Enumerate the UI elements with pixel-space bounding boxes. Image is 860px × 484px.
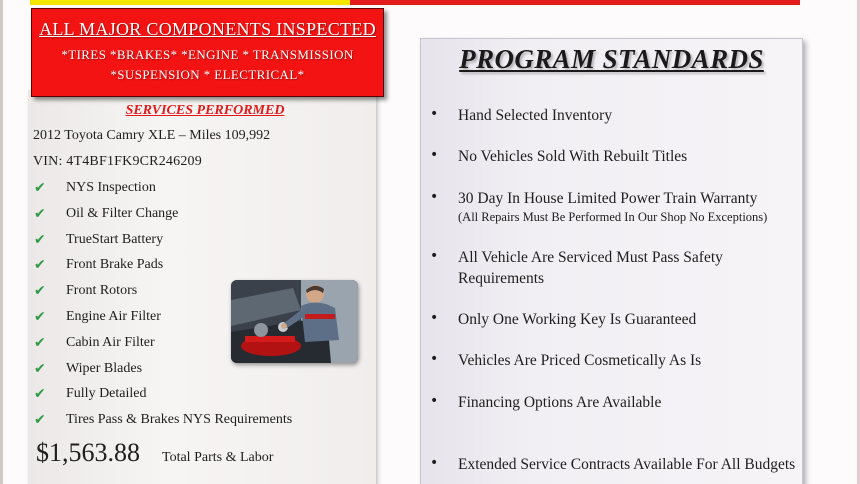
service-item — [33, 412, 333, 438]
check-icon: ✔ — [34, 334, 46, 351]
service-item-label: Oil & Filter Change — [66, 205, 179, 221]
standard-item: Vehicles Are Priced Cosmetically As Is — [458, 352, 702, 369]
service-item-label: Cabin Air Filter — [66, 334, 155, 350]
check-icon: ✔ — [34, 386, 46, 403]
mechanic-engine-photo — [231, 280, 358, 363]
mechanic-photo-illustration — [231, 280, 358, 363]
service-item-label: Tires Pass & Brakes NYS Requirements — [66, 412, 293, 428]
service-item-label: Front Rotors — [66, 283, 138, 299]
banner-components-line-2: *SUSPENSION * ELECTRICAL* — [110, 67, 305, 82]
service-item — [33, 386, 333, 412]
standard-item: Hand Selected Inventory — [458, 107, 613, 124]
check-icon: ✔ — [34, 180, 46, 196]
bullet-icon: • — [430, 106, 439, 122]
service-item-label: TrueStart Battery — [66, 231, 164, 247]
total-price-caption: Total Parts & Labor — [162, 450, 274, 465]
total-price: $1,563.88 — [36, 438, 140, 467]
standard-item-note: (All Repairs Must Be Performed In Our Shop No Exceptions) — [458, 210, 768, 224]
top-accent-bar-yellow — [30, 0, 350, 5]
service-item-label: Fully Detailed — [66, 386, 147, 402]
bullet-icon: • — [430, 310, 439, 326]
service-item — [33, 232, 333, 258]
check-icon: ✔ — [34, 205, 46, 222]
service-item — [33, 206, 333, 232]
check-icon: ✔ — [34, 257, 46, 274]
bullet-icon: • — [430, 351, 439, 367]
bullet-icon: • — [430, 393, 439, 409]
page-edge-left — [0, 0, 3, 484]
services-title: SERVICES PERFORMED — [125, 103, 285, 118]
service-item-label: Engine Air Filter — [66, 308, 161, 324]
standard-item: Only One Working Key Is Guaranteed — [458, 311, 697, 328]
vehicle-description: 2012 Toyota Camry XLE – Miles 109,992 — [33, 128, 271, 143]
standard-item: No Vehicles Sold With Rebuilt Titles — [458, 148, 688, 165]
banner-title: ALL MAJOR COMPONENTS INSPECTED — [39, 19, 376, 39]
vehicle-vin: VIN: 4T4BF1FK9CR246209 — [33, 154, 202, 169]
program-standards-title: PROGRAM STANDARDS — [459, 44, 764, 74]
standard-item: Extended Service Contracts Available For All Budgets — [458, 456, 796, 473]
inspection-banner — [31, 8, 384, 97]
service-item — [33, 180, 333, 206]
service-item — [33, 361, 333, 387]
check-icon: ✔ — [34, 360, 46, 377]
bullet-icon: • — [430, 189, 439, 205]
banner-components-line-1: *TIRES *BRAKES* *ENGINE * TRANSMISSION — [61, 47, 354, 62]
bullet-icon: • — [430, 147, 439, 163]
standard-item: Financing Options Are Available — [458, 394, 662, 411]
bullet-icon: • — [430, 455, 439, 471]
service-item-label: Front Brake Pads — [66, 257, 164, 273]
bullet-icon: • — [430, 248, 439, 264]
standard-item: 30 Day In House Limited Power Train Warranty — [458, 190, 758, 207]
check-icon: ✔ — [34, 308, 46, 325]
check-icon: ✔ — [34, 412, 46, 429]
standard-item: All Vehicle Are Serviced Must Pass Safety Requirements — [458, 249, 723, 287]
top-accent-bar-red — [350, 0, 800, 5]
check-icon: ✔ — [34, 283, 46, 300]
check-icon: ✔ — [34, 231, 46, 248]
service-item-label: NYS Inspection — [66, 180, 156, 195]
service-item-label: Wiper Blades — [66, 360, 143, 376]
